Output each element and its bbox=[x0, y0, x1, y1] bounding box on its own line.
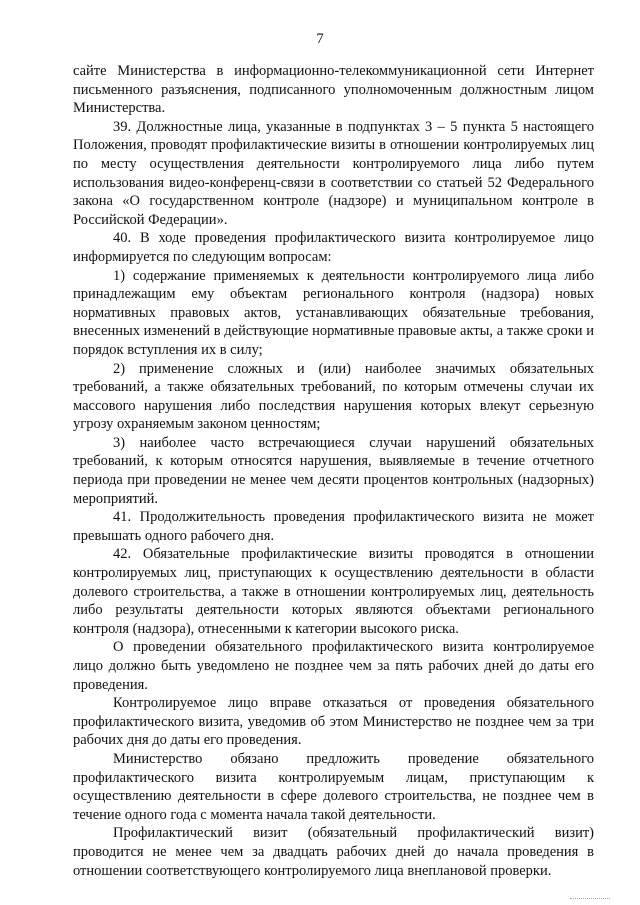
paragraph-42-notice: О проведении обязательного профилактического визита контролируемое лицо должно быть уведомлено не позднее чем за пять рабочих дней до даты его проведения. bbox=[73, 639, 594, 693]
paragraph-42-ministry-obligation: Министерство обязано предложить проведение обязательного профилактического визита контролируемым лицам, приступающим к осуществлению деятельности в сфере долевого строительства, не позднее чем в течение одного года с момента начала такой деятельности. bbox=[73, 750, 594, 823]
page-number: 7 bbox=[316, 31, 324, 47]
paragraph-42: 42. Обязательные профилактические визиты проводятся в отношении контролируемых лиц, приступающих к осуществлению деятельности в области долевого строительства, а также в отношении контролируемых лиц, деятельность либо результаты деятельности которых являются объектами регионального контроля (надзора), отнесенными к категории высокого риска. bbox=[73, 546, 594, 637]
paragraph-40-item-1: 1) содержание применяемых к деятельности контролируемого лица либо принадлежащим ему объектам регионального контроля (надзора) новых нормативных правовых актов, устанавливающих обязательные требования, внесенных изменений в действующие нормативные правовые акты, а также сроки и порядок вступления их в силу; bbox=[73, 267, 594, 358]
paragraph-40: 40. В ходе проведения профилактического визита контролируемое лицо информируется по следующим вопросам: bbox=[73, 230, 594, 265]
paragraph-40-item-3: 3) наиболее часто встречающиеся случаи нарушений обязательных требований, к которым относятся нарушения, выявляемые в течение отчетного периода при проведении не менее чем десяти процентов контрольных (надзорных) мероприятий. bbox=[73, 434, 594, 507]
paragraph-continuation: сайте Министерства в информационно-телекоммуникационной сети Интернет письменного разъяснения, подписанного уполномоченным должностным лицом Министерства. bbox=[73, 63, 594, 117]
scan-mark bbox=[570, 898, 610, 901]
paragraph-40-item-2: 2) применение сложных и (или) наиболее значимых обязательных требований, а также обязательных требований, по которым отмечены случаи их массового нарушения либо последствия нарушения которых влекут серьезную угрозу охраняемым законом ценностям; bbox=[73, 360, 594, 433]
paragraph-41: 41. Продолжительность проведения профилактического визита не может превышать одного рабочего дня. bbox=[73, 509, 594, 544]
paragraph-42-timing: Профилактический визит (обязательный профилактический визит) проводится не менее чем за двадцать рабочих дней до начала проведения в отношении соответствующего контролируемого лица внеплановой проверки. bbox=[73, 825, 594, 879]
document-body bbox=[73, 62, 594, 880]
paragraph-42-refusal: Контролируемое лицо вправе отказаться от проведения обязательного профилактического визита, уведомив об этом Министерство не позднее чем за три рабочих дня до даты его проведения. bbox=[73, 695, 594, 749]
paragraph-39: 39. Должностные лица, указанные в подпунктах 3 – 5 пункта 5 настоящего Положения, проводят профилактические визиты в отношении контролируемых лиц по месту осуществления деятельности контролируемого лица либо путем использования видео-конференц-связи в соответствии со статьей 52 Федерального закона «О государственном контроле (надзоре) и муниципальном контроле в Российской Федерации». bbox=[73, 118, 594, 228]
